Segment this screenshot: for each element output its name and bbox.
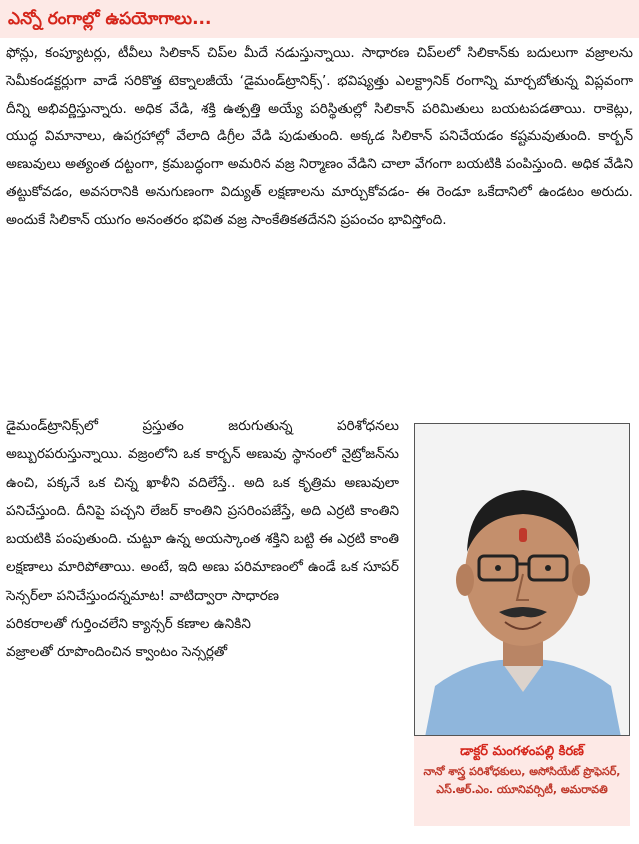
paragraph-2-line-1: పరికరాలతో గుర్తించలేని క్యాన్సర్‌ కణాల ఉనికిని [6,616,251,633]
section-heading: ఎన్నో రంగాల్లో ఉపయోగాలు... [0,0,639,38]
paragraph-2-text: డైమండ్‌ట్రానిక్స్‌లో ప్రస్తుతం జరుగుతున్న పరిశోధనలు అబ్బురపరుస్తున్నాయి. వజ్రంలోని ఒక కార్బన్‌ అణువు స్థానంలో నైట్రోజన్‌ను ఉంచి, పక్కనే ఒక చిన్న ఖాళీని వదిలేస్తే.. అది ఒక కృత్రిమ అణువులా పనిచేస్తుంది. దీనిపై పచ్చని లేజర్‌ కాంతిని ప్రసరింపజేస్తే, అది ఎర్రటి కాంతిని బయటికి పంపుతుంది. చుట్టూ ఉన్న అయస్కాంత శక్తిని బట్టి ఈ ఎర్రటి కాంతి లక్షణాలు మారిపోతాయి. అంటే, ఇది అణు పరిమాణంలో ఉండే ఒక సూపర్‌ సెన్సర్‌లా పనిచేస్తుందన్నమాట! వాటిద్వారా సాధారణ [6,418,399,604]
paragraph-2 [6,412,399,667]
author-name: డాక్టర్‌ మంగళంపల్లి కిరణ్‌ [460,744,584,759]
author-photo [414,423,630,736]
paragraph-1: ఫోన్లు, కంప్యూటర్లు, టీవీలు సిలికాన్‌ చిప్‌ల మీదే నడుస్తున్నాయి. సాధారణ చిప్‌లలో సిలికాన్‌కు బదులుగా వజ్రాలను సెమీకండక్టర్లుగా వాడే సరికొత్త టెక్నాలజీయే ‘డైమండ్‌ట్రానిక్స్‌’. భవిష్యత్తు ఎలక్ట్రానిక్‌ రంగాన్ని మార్చబోతున్న విప్లవంగా దీన్ని అభివర్ణిస్తున్నారు. అధిక వేడి, శక్తి ఉత్పత్తి అయ్యే పరిస్థితుల్లో సిలికాన్‌ పరిమితులు బయటపడతాయి. రాకెట్లు, యుద్ధ విమానాలు, ఉపగ్రహాల్లో వేలాది డిగ్రీల వేడి పుడుతుంది. అక్కడ సిలికాన్‌ పనిచేయడం కష్టమవుతుంది. కార్బన్‌ అణువులు అత్యంత దట్టంగా, క్రమబద్ధంగా అమరిన వజ్ర నిర్మాణం వేడిని చాలా వేగంగా బయటికి పంపిస్తుంది. అధిక వేడిని తట్టుకోవడం, అవసరానికి అనుగుణంగా విద్యుత్‌ లక్షణాలను మార్చుకోవడం- ఈ రెండూ ఒకేదానిలో ఉండటం అరుదు. అందుకే సిలికాన్‌ యుగం అనంతరం భవిత వజ్ర సాంకేతికతదేనని ప్రపంచం భావిస్తోంది. [6,45,633,228]
author-title: నానో శాస్త్ర పరిశోధకులు, అసోసియేట్‌ ప్రొఫెసర్‌, ఎస్‌.ఆర్‌.ఎం. యూనివర్సిటీ, అమరావతి [423,765,621,796]
portrait-illustration [415,424,630,736]
author-caption [414,736,630,826]
paragraph-2-line-2: వజ్రాలతో రూపొందించిన క్వాంటం సెన్సర్లతో [6,644,228,661]
